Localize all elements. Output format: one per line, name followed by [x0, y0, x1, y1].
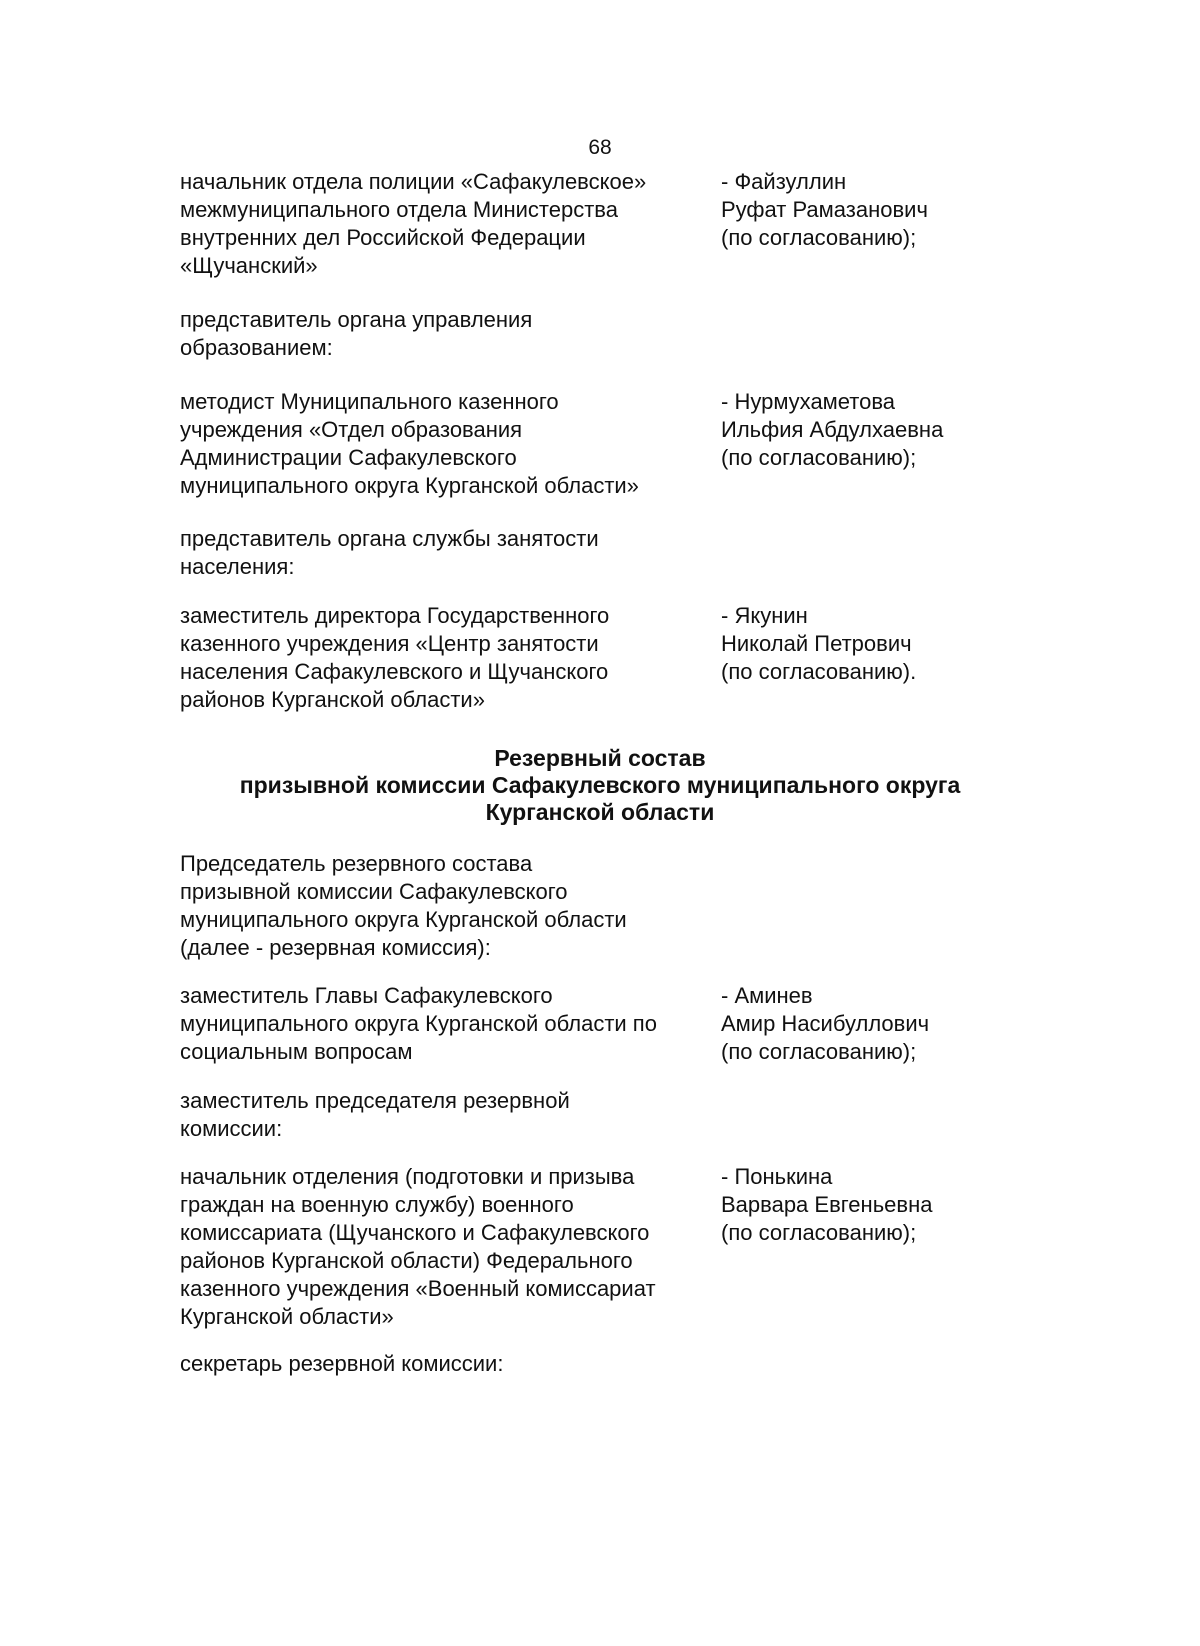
section-label: Председатель резервного состава призывной комиссии Сафакулевского муниципального округа Курганской области (далее - резервная комиссия):: [180, 851, 627, 960]
reserve-heading-line-3: Курганской области: [485, 799, 715, 825]
member-position: заместитель Главы Сафакулевского муниципального округа Курганской области по социальным вопросам: [180, 983, 657, 1064]
member-position: начальник отдела полиции «Сафакулевское» межмуниципального отдела Министерства внутренних дел Российской Федерации «Щучанский»: [180, 169, 647, 278]
member-position: методист Муниципального казенного учреждения «Отдел образования Администрации Сафакулевского муниципального округа Курганской области»: [180, 389, 639, 498]
reserve-heading-line-1: Резервный состав: [494, 745, 706, 771]
member-position: начальник отделения (подготовки и призыва граждан на военную службу) военного комиссариата (Щучанского и Сафакулевского районов Курганской области) Федерального казенного учреждения «Военный комиссариат Курганской области»: [180, 1164, 656, 1329]
section-label: заместитель председателя резервной комиссии:: [180, 1088, 570, 1141]
member-name: - Якунин Николай Петрович (по согласованию).: [721, 603, 917, 684]
member-name: - Файзуллин Руфат Рамазанович (по согласованию);: [721, 169, 928, 250]
reserve-heading-line-2: призывной комиссии Сафакулевского муниципального округа: [239, 772, 961, 798]
member-name: - Понькина Варвара Евгеньевна (по согласованию);: [721, 1164, 933, 1245]
member-position: заместитель директора Государственного казенного учреждения «Центр занятости населения Сафакулевского и Щучанского районов Курганской области»: [180, 603, 610, 712]
member-name: - Аминев Амир Насибуллович (по согласованию);: [721, 983, 930, 1064]
page-number: 68: [588, 136, 612, 159]
section-label: секретарь резервной комиссии:: [180, 1351, 504, 1376]
section-label: представитель органа управления образованием:: [180, 307, 533, 360]
member-name: - Нурмухаметова Ильфия Абдулхаевна (по согласованию);: [721, 389, 944, 470]
section-label: представитель органа службы занятости населения:: [180, 526, 599, 579]
